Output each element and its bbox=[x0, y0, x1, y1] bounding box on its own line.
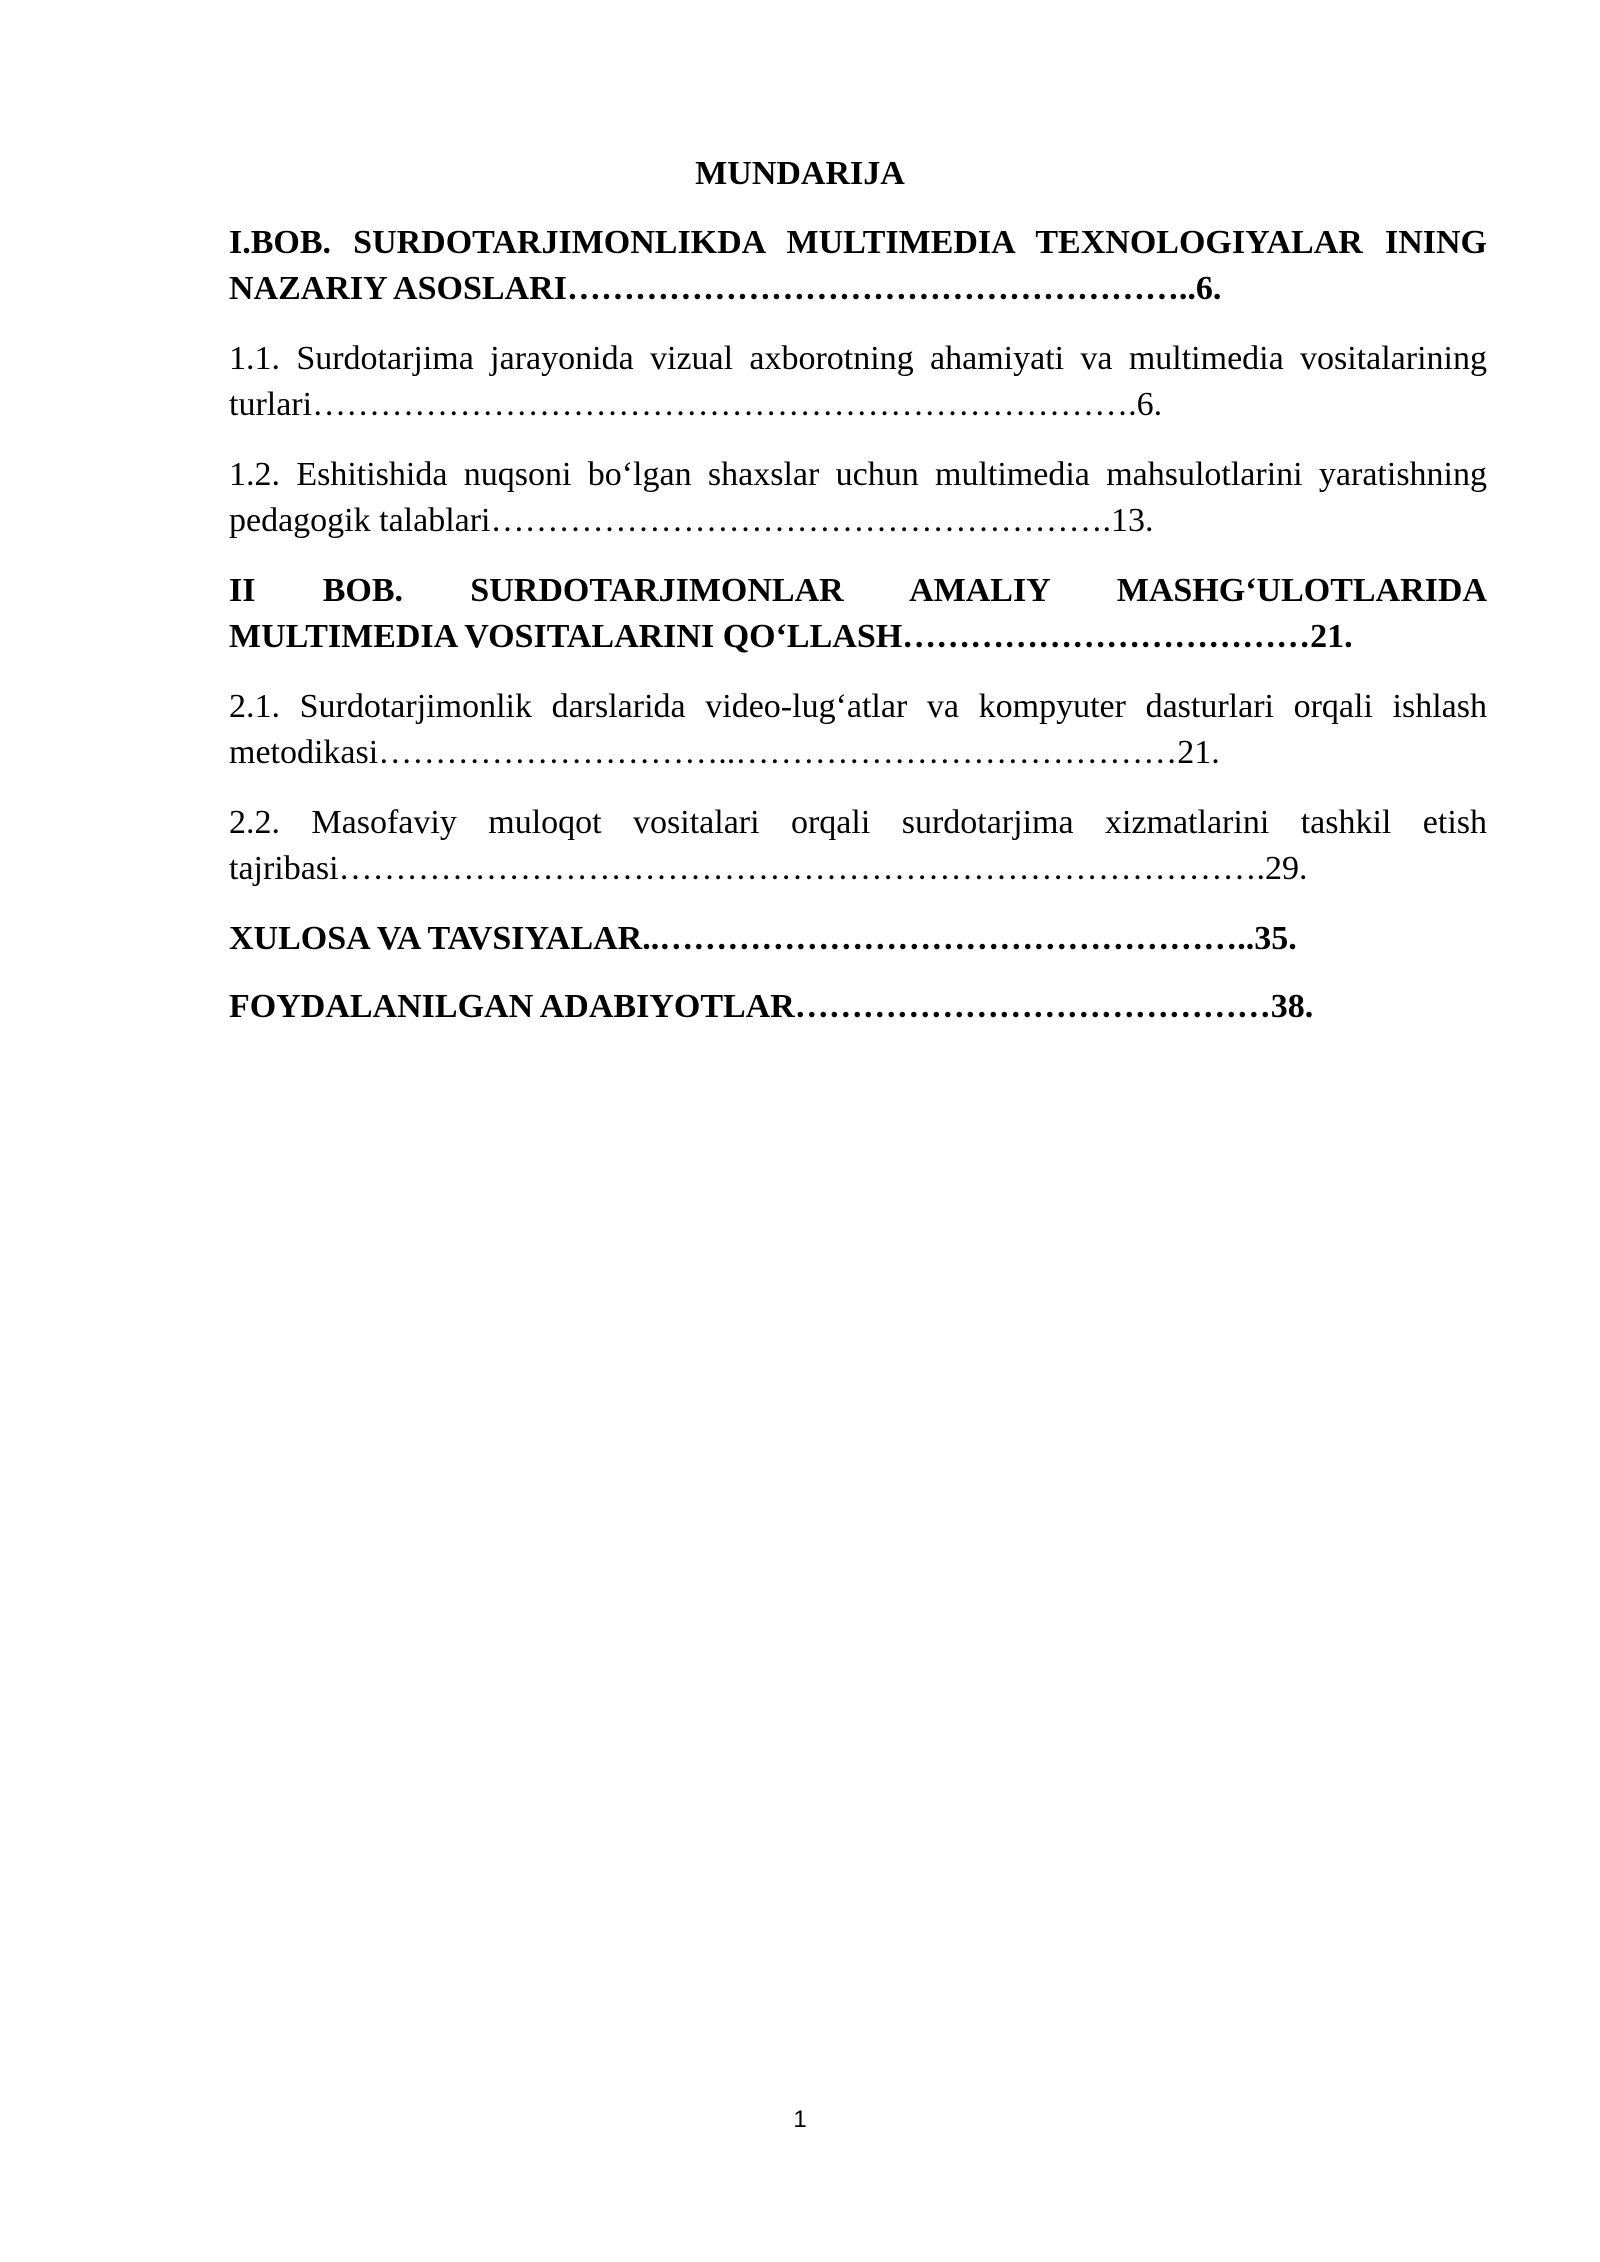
page-number: 1 bbox=[793, 2106, 807, 2133]
toc-entry-bibliography[interactable]: FOYDALANILGAN ADABIYOTLAR……………………………………38. bbox=[229, 988, 1314, 1025]
toc-entry-section-2-2[interactable]: 2.2. Masofaviy muloqot vositalari orqali surdotarjima xizmatlarini tashkil etish tajribasi……………………………………………………………………….29. bbox=[229, 804, 1487, 887]
toc-entry-chapter-1[interactable]: I.BOB. SURDOTARJIMONLIKDA MULTIMEDIA TEXNOLOGIYALAR INING NAZARIY ASOSLARI………………………………………………..6. bbox=[229, 224, 1487, 307]
toc-entry-chapter-2[interactable]: II BOB. SURDOTARJIMONLAR AMALIY MASHG‘ULOTLARIDA MULTIMEDIA VOSITALARINI QO‘LLASH………………………………21. bbox=[229, 572, 1487, 655]
table-of-contents bbox=[229, 220, 1487, 1052]
toc-entry-conclusion[interactable]: XULOSA VA TAVSIYALAR..……………………………………………..35. bbox=[229, 920, 1297, 957]
toc-entry-section-1-1[interactable]: 1.1. Surdotarjima jarayonida vizual axborotning ahamiyati va multimedia vositalarining turlari……………………………………………………………….6. bbox=[229, 340, 1487, 423]
toc-title: MUNDARIJA bbox=[695, 155, 905, 192]
toc-entry-section-2-1[interactable]: 2.1. Surdotarjimonlik darslarida video-lug‘atlar va kompyuter dasturlari orqali ishlash metodikasi…………………………..…………………………………21. bbox=[229, 688, 1487, 771]
toc-entry-section-1-2[interactable]: 1.2. Eshitishida nuqsoni bo‘lgan shaxslar uchun multimedia mahsulotlarini yaratishning pedagogik talablari……………………………………………….13. bbox=[229, 456, 1487, 539]
